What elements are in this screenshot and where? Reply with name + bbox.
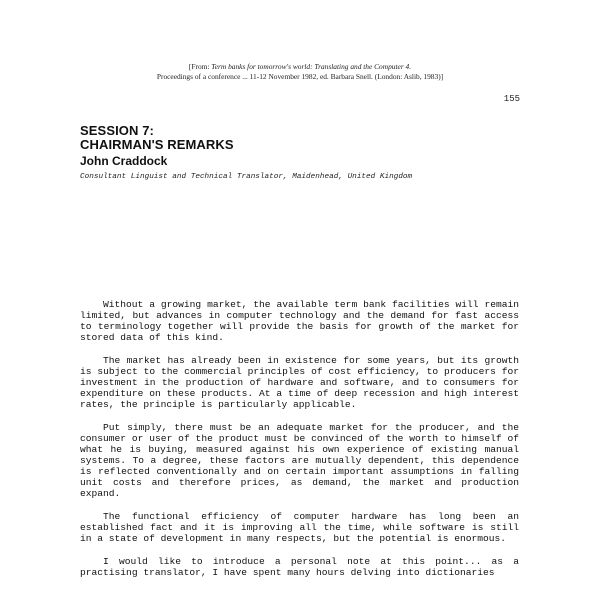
paragraph: The functional efficiency of computer hardware has long been an established fact and it is improving all the time, while software is still in a state of development in many respects, but the potential is enormous. (80, 511, 519, 545)
source-citation-line1 (110, 62, 490, 72)
body-text (80, 299, 519, 589)
session-title-line2: CHAIRMAN'S REMARKS (80, 137, 234, 152)
page-number: 155 (503, 94, 520, 104)
paragraph: I would like to introduce a personal note at this point... as a practising translator, I have spent many hours delving into dictionaries (80, 555, 519, 578)
session-title (80, 124, 234, 152)
paragraph: Put simply, there must be an adequate market for the producer, and the consumer or user of the product must be convinced of the worth to himself of what he is buying, measured against his own experience of existing manual systems. To a degree, these factors are mutually dependent, this dependence is reflected conventionally and on certain important assumptions in falling unit costs and therefore prices, as demand, the market and production expand. (80, 421, 519, 500)
paragraph: The market has already been in existence for some years, but its growth is subject to the commercial principles of cost efficiency, to producers for investment in the production of hardware and software, and to consumers for expenditure on these products. At a time of deep recession and high interest rates, the principle is particularly applicable. (80, 354, 519, 411)
author-affiliation: Consultant Linguist and Technical Translator, Maidenhead, United Kingdom (80, 173, 413, 181)
source-citation (110, 62, 490, 82)
author-name: John Craddock (80, 154, 168, 168)
source-title: Term banks for tomorrow's world: Translating and the Computer 4. (211, 62, 412, 71)
source-citation-line2: Proceedings of a conference ... 11-12 November 1982, ed. Barbara Snell. (London: Aslib, 1983)] (156, 72, 444, 81)
source-prefix: [From: (188, 62, 212, 71)
session-title-line1: SESSION 7: (80, 123, 154, 138)
paragraph: Without a growing market, the available term bank facilities will remain limited, but advances in computer technology and the demand for fast access to terminology together will provide the basis for growth of the market for stored data of this kind. (80, 299, 519, 344)
